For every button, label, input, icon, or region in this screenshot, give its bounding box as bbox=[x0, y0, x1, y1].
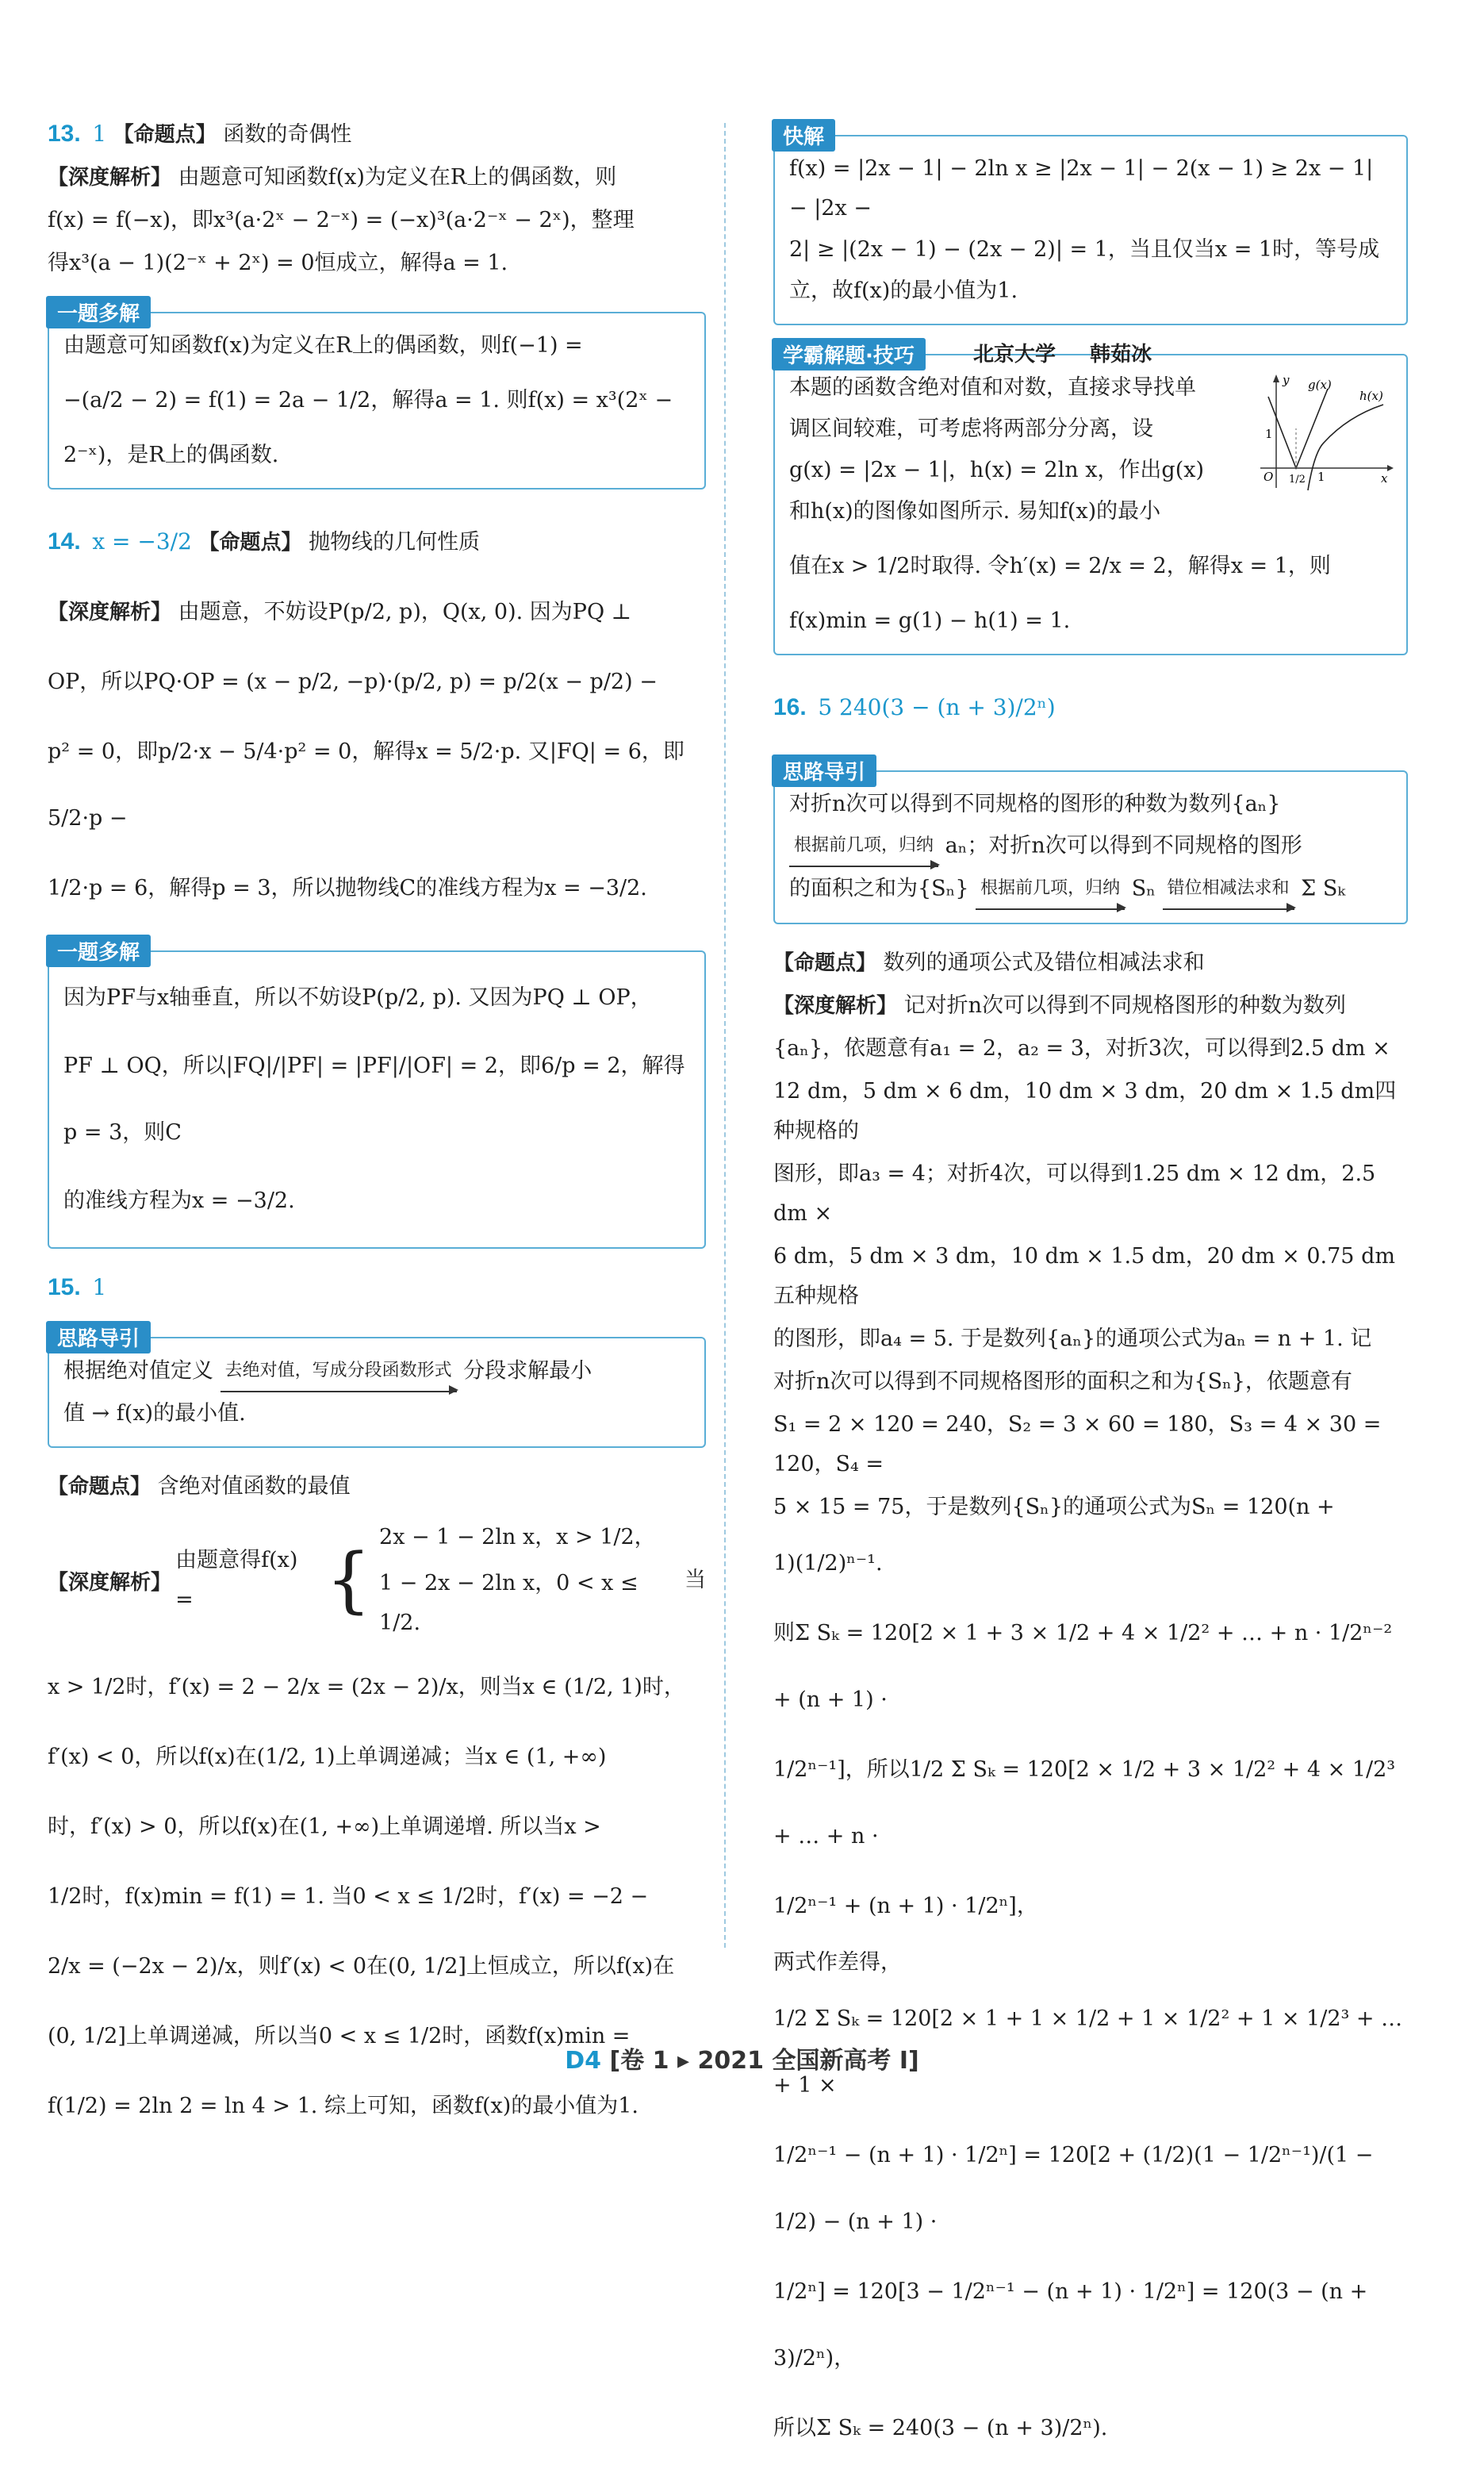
q15-quick-title: 快解 bbox=[772, 119, 835, 152]
q14-point-tag: 【命题点】 bbox=[198, 531, 302, 555]
graph-label-g: g(x) bbox=[1308, 378, 1332, 392]
graph-label-one-x: 1 bbox=[1317, 470, 1325, 484]
q14-analysis-tag: 【深度解析】 bbox=[48, 601, 172, 624]
q16-guide-arrow-1 bbox=[789, 826, 938, 867]
q15-tip-school: 北京大学 bbox=[973, 343, 1056, 367]
q16-header bbox=[773, 674, 1408, 742]
q15-guide-end: 分段求解最小 bbox=[463, 1358, 592, 1384]
q15-guide-line-2: 值 → f(x)的最小值. bbox=[63, 1401, 246, 1426]
q15-quick-line-0: f(x) = |2x − 1| − 2ln x ≥ |2x − 1| − 2(x − 1) ≥ 2x − 1| − |2x − bbox=[789, 156, 1374, 221]
q16-analysis-line-9: 1)(1/2)ⁿ⁻¹. bbox=[773, 1551, 883, 1576]
left-column bbox=[48, 111, 706, 2143]
q15-tip-line-5: f(x)min = g(1) − h(1) = 1. bbox=[789, 609, 1071, 633]
page-number: D4 bbox=[565, 2047, 602, 2075]
q15-analysis-line-6: f(1/2) = 2ln 2 = ln 4 > 1. 综上可知，函数f(x)的最小值为1. bbox=[48, 2094, 639, 2118]
q16-sum-line-4: 1/2 Σ Sₖ = 120[2 × 1 + 1 × 1/2 + 1 × 1/2² + 1 × 1/2³ + … + 1 × bbox=[773, 2006, 1403, 2098]
graph-label-one-y: 1 bbox=[1265, 427, 1273, 441]
q14-analysis-line-3: 1/2·p = 6，解得p = 3，所以抛物线C的准线方程为x = −3/2. bbox=[48, 876, 647, 900]
q13-header bbox=[48, 114, 706, 155]
graph-label-origin: O bbox=[1264, 470, 1274, 484]
q14-analysis-line-2: p² = 0，即p/2·x − 5/4·p² = 0，解得x = 5/2·p. 又|FQ| = 6，即5/2·p − bbox=[48, 739, 684, 831]
q13-alt-title: 一题多解 bbox=[46, 296, 151, 328]
q15-analysis-line-5: (0, 1/2]上单调递减，所以当0 < x ≤ 1/2时，函数f(x)min = bbox=[48, 2024, 631, 2048]
q15-analysis-line-1: f′(x) < 0，所以f(x)在(1/2, 1)上单调递减；当x ∈ (1, +∞) bbox=[48, 1745, 607, 1769]
q15-piece-1: 2x − 1 − 2ln x，x > 1/2， bbox=[379, 1525, 656, 1549]
q16-analysis-line-3: 图形，即a₃ = 4；对折4次，可以得到1.25 dm × 12 dm，2.5 dm × bbox=[773, 1161, 1376, 1226]
q13-number: 13. bbox=[48, 121, 81, 147]
footer-text: [卷 1 ▸ 2021 全国新高考 Ⅰ] bbox=[609, 2047, 919, 2075]
q14-answer: x = −3/2 bbox=[92, 528, 192, 555]
q14-analysis-line-0 bbox=[48, 579, 706, 646]
q15-tip-line-0: 本题的函数含绝对值和对数，直接求导找单 bbox=[789, 375, 1196, 400]
q15-tip-line-3: 和h(x)的图像如图所示. 易知f(x)的最小 bbox=[789, 499, 1161, 524]
q13-analysis-tag: 【深度解析】 bbox=[48, 166, 172, 190]
q16-guide-pre2: 的面积之和为{Sₙ} bbox=[789, 876, 969, 901]
q13-alt-line-2: 2⁻ˣ)，是R上的偶函数. bbox=[63, 443, 279, 467]
q14-analysis-text: 由题意，不妨设P(p/2, p)，Q(x, 0). 因为PQ ⊥ bbox=[178, 600, 632, 624]
q14-alt-title: 一题多解 bbox=[46, 935, 151, 967]
q15-answer: 1 bbox=[92, 1274, 107, 1300]
q14-alt-solution-box bbox=[48, 941, 706, 1249]
q15-quick-line-2: 立，故f(x)的最小值为1. bbox=[789, 278, 1018, 303]
right-arrow-icon bbox=[220, 1391, 457, 1392]
q16-sum-line-0: 则Σ Sₖ = 120[2 × 1 + 3 × 1/2 + 4 × 1/2² + … + n · 1/2ⁿ⁻² + (n + 1) · bbox=[773, 1621, 1393, 1712]
graph-label-half: 1/2 bbox=[1289, 474, 1306, 486]
q16-number: 16. bbox=[773, 694, 807, 720]
q15-analysis-line-3: 1/2时，f(x)min = f(1) = 1. 当0 < x ≤ 1/2时，f′(x) = −2 − bbox=[48, 1884, 649, 1909]
q14-number: 14. bbox=[48, 528, 81, 555]
question-13 bbox=[48, 114, 706, 490]
q15-guide-arrow bbox=[220, 1351, 457, 1392]
q15-tip-box bbox=[773, 343, 1408, 655]
q15-analysis-tag: 【深度解析】 bbox=[48, 1570, 172, 1595]
q16-guide-mid: aₙ；对折n次可以得到不同规格的图形 bbox=[945, 833, 1302, 858]
q16-guide-arrow-3-label: 错位相减法求和 bbox=[1167, 878, 1290, 898]
q16-guide-line-1: 对折n次可以得到不同规格的图形的种数为数列{aₙ} bbox=[789, 792, 1281, 816]
q16-sum-line-5: 1/2ⁿ⁻¹ − (n + 1) · 1/2ⁿ] = 120[2 + (1/2)(1 − 1/2ⁿ⁻¹)/(1 − 1/2) − (n + 1) · bbox=[773, 2143, 1374, 2234]
q16-analysis-line-0 bbox=[773, 986, 1408, 1026]
question-14 bbox=[48, 509, 706, 1249]
q16-guide-end: Σ Sₖ bbox=[1301, 876, 1346, 901]
q15-guide-arrow-label: 去绝对值，写成分段函数形式 bbox=[224, 1361, 452, 1380]
q16-guide-arrow-1-label: 根据前几项，归纳 bbox=[794, 835, 934, 855]
q14-alt-line-1: PF ⊥ OQ，所以|FQ|/|PF| = |PF|/|OF| = 2，即6/p = 2，解得p = 3，则C bbox=[63, 1054, 685, 1145]
q15-point-tag: 【命题点】 bbox=[48, 1475, 151, 1499]
q16-answer: 5 240(3 − (n + 3)/2ⁿ) bbox=[818, 694, 1056, 720]
q15-piece-after: 当 bbox=[684, 1568, 706, 1592]
q16-analysis-line-8: 5 × 15 = 75，于是数列{Sₙ}的通项公式为Sₙ = 120(n + bbox=[773, 1495, 1335, 1519]
q15-point: 含绝对值函数的最值 bbox=[157, 1474, 351, 1499]
graph-label-x: x bbox=[1381, 471, 1388, 486]
q15-tip-title: 学霸解题·技巧 bbox=[772, 338, 926, 371]
q15-point-line bbox=[48, 1467, 706, 1507]
right-arrow-icon bbox=[976, 908, 1125, 910]
q13-alt-line-1: −(a/2 − 2) = f(1) = 2a − 1/2，解得a = 1. 则f(x) = x³(2ˣ − bbox=[63, 388, 673, 413]
q15-pieces bbox=[379, 1515, 677, 1646]
q16-sum-line-7: 所以Σ Sₖ = 240(3 − (n + 3)/2ⁿ). bbox=[773, 2416, 1108, 2440]
q14-alt-line-2: 的准线方程为x = −3/2. bbox=[63, 1188, 295, 1213]
q15-piecewise bbox=[48, 1515, 706, 1646]
q15-tip-line-2: g(x) = |2x − 1|，h(x) = 2ln x，作出g(x) bbox=[789, 458, 1204, 482]
q16-guide-title: 思路导引 bbox=[772, 754, 876, 787]
q15-tip-author bbox=[973, 338, 1152, 367]
q15-tip-name: 韩茹冰 bbox=[1090, 343, 1152, 367]
q15-piece-2: 1 − 2x − 2ln x，0 < x ≤ 1/2. bbox=[379, 1571, 638, 1635]
q16-analysis-line-2: 12 dm，5 dm × 6 dm，10 dm × 3 dm，20 dm × 1.5 dm四种规格的 bbox=[773, 1079, 1397, 1143]
q15-function-graph bbox=[1260, 373, 1395, 492]
graph-y-arrow bbox=[1273, 374, 1279, 382]
q14-header bbox=[48, 509, 706, 576]
q16-analysis-tag: 【深度解析】 bbox=[773, 994, 898, 1018]
graph-x-arrow bbox=[1387, 465, 1394, 471]
q15-guide-title: 思路导引 bbox=[46, 1321, 151, 1353]
left-brace-icon: { bbox=[325, 1538, 372, 1622]
q15-guide-line-1 bbox=[63, 1351, 690, 1392]
right-column bbox=[773, 111, 1408, 2465]
q13-analysis-line-2: 得x³(a − 1)(2⁻ˣ + 2ˣ) = 0恒成立，解得a = 1. bbox=[48, 251, 508, 275]
right-arrow-icon bbox=[1163, 908, 1294, 910]
q15-tip-line-4: 值在x > 1/2时取得. 令h′(x) = 2/x = 2，解得x = 1，则 bbox=[789, 554, 1331, 578]
q15-analysis-intro: 由题意得f(x) = bbox=[175, 1548, 298, 1612]
column-divider bbox=[724, 123, 726, 1948]
q16-analysis-line-7: S₁ = 2 × 120 = 240，S₂ = 3 × 60 = 180，S₃ = 4 × 30 = 120，S₄ = bbox=[773, 1412, 1382, 1476]
q15-quick-line-1: 2| ≥ |(2x − 1) − (2x − 2)| = 1，当且仅当x = 1时，等号成 bbox=[789, 237, 1380, 262]
q16-guide-sn: Sₙ bbox=[1131, 876, 1156, 901]
right-arrow-icon bbox=[789, 866, 938, 867]
graph-label-h: h(x) bbox=[1359, 389, 1383, 403]
q16-sum-line-2: 1/2ⁿ⁻¹ + (n + 1) · 1/2ⁿ]， bbox=[773, 1894, 1038, 1918]
q16-analysis-line-1: {aₙ}，依题意有a₁ = 2，a₂ = 3，对折3次，可以得到2.5 dm × bbox=[773, 1036, 1390, 1061]
q13-alt-solution-box bbox=[48, 302, 706, 490]
q16-analysis-line-5: 的图形，即a₄ = 5. 于是数列{aₙ}的通项公式为aₙ = n + 1. 记 bbox=[773, 1327, 1372, 1351]
q16-guide-arrow-3 bbox=[1163, 869, 1294, 910]
q15-tip-line-1: 调区间较难，可考虑将两部分分离，设 bbox=[789, 417, 1153, 441]
q16-analysis-text: 记对折n次可以得到不同规格图形的种数为数列 bbox=[903, 993, 1346, 1018]
page-footer bbox=[0, 2041, 1484, 2075]
q13-alt-line-0: 由题意可知函数f(x)为定义在R上的偶函数，则f(−1) = bbox=[63, 333, 583, 358]
q13-point-tag: 【命题点】 bbox=[113, 123, 217, 147]
q16-guide-arrow-2-label: 根据前几项，归纳 bbox=[980, 878, 1121, 898]
q16-guide-box bbox=[773, 761, 1408, 924]
q15-analysis-line-4: 2/x = (−2x − 2)/x，则f′(x) < 0在(0, 1/2]上恒成立，所以f(x)在 bbox=[48, 1954, 675, 1979]
q15-guide-start: 根据绝对值定义 bbox=[63, 1358, 213, 1384]
q16-guide-line-3 bbox=[789, 869, 1392, 910]
graph-g-curve bbox=[1268, 389, 1328, 468]
q15-quick-box bbox=[773, 125, 1408, 325]
q13-analysis-line-1: f(x) = f(−x)，即x³(a·2ˣ − 2⁻ˣ) = (−x)³(a·2⁻ˣ − 2ˣ)，整理 bbox=[48, 208, 635, 232]
q16-point: 数列的通项公式及错位相减法求和 bbox=[883, 950, 1205, 975]
q13-analysis-text: 由题意可知函数f(x)为定义在R上的偶函数，则 bbox=[178, 165, 617, 190]
q16-point-tag: 【命题点】 bbox=[773, 951, 877, 975]
q16-sum-line-3: 两式作差得， bbox=[773, 1950, 902, 1975]
q16-guide-line-2 bbox=[789, 826, 1392, 867]
q15-number: 15. bbox=[48, 1274, 81, 1300]
q16-analysis-line-6: 对折n次可以得到不同规格图形的面积之和为{Sₙ}，依题意有 bbox=[773, 1369, 1352, 1394]
q14-point: 抛物线的几何性质 bbox=[309, 530, 481, 555]
q13-answer: 1 bbox=[92, 121, 107, 147]
question-15 bbox=[48, 1268, 706, 2140]
q14-analysis-line-1: OP，所以PQ·OP = (x − p/2, −p)·(p/2, p) = p/2(x − p/2) − bbox=[48, 670, 658, 694]
q16-sum-line-6: 1/2ⁿ] = 120[3 − 1/2ⁿ⁻¹ − (n + 1) · 1/2ⁿ] = 120(3 − (n + 3)/2ⁿ)， bbox=[773, 2279, 1368, 2371]
q16-guide-arrow-2 bbox=[976, 869, 1125, 910]
q16-sum-line-1: 1/2ⁿ⁻¹]，所以1/2 Σ Sₖ = 120[2 × 1/2 + 3 × 1/2² + 4 × 1/2³ + … + n · bbox=[773, 1757, 1396, 1849]
q15-analysis-line-0: x > 1/2时，f′(x) = 2 − 2/x = (2x − 2)/x，则当x ∈ (1/2, 1)时， bbox=[48, 1675, 685, 1699]
q13-analysis-line-0 bbox=[48, 158, 706, 198]
q14-alt-line-0: 因为PF与x轴垂直，所以不妨设P(p/2, p). 又因为PQ ⊥ OP， bbox=[63, 985, 652, 1010]
q15-analysis-line-2: 时，f′(x) > 0，所以f(x)在(1, +∞)上单调递增. 所以当x > bbox=[48, 1814, 601, 1839]
q13-point: 函数的奇偶性 bbox=[223, 122, 352, 147]
question-16 bbox=[773, 674, 1408, 2462]
q16-point-line bbox=[773, 943, 1408, 983]
q15-guide-box bbox=[48, 1327, 706, 1448]
q15-header bbox=[48, 1268, 706, 1308]
graph-label-y: y bbox=[1283, 373, 1290, 387]
q16-analysis-line-4: 6 dm，5 dm × 3 dm，10 dm × 1.5 dm，20 dm × 0.75 dm五种规格 bbox=[773, 1244, 1395, 1308]
